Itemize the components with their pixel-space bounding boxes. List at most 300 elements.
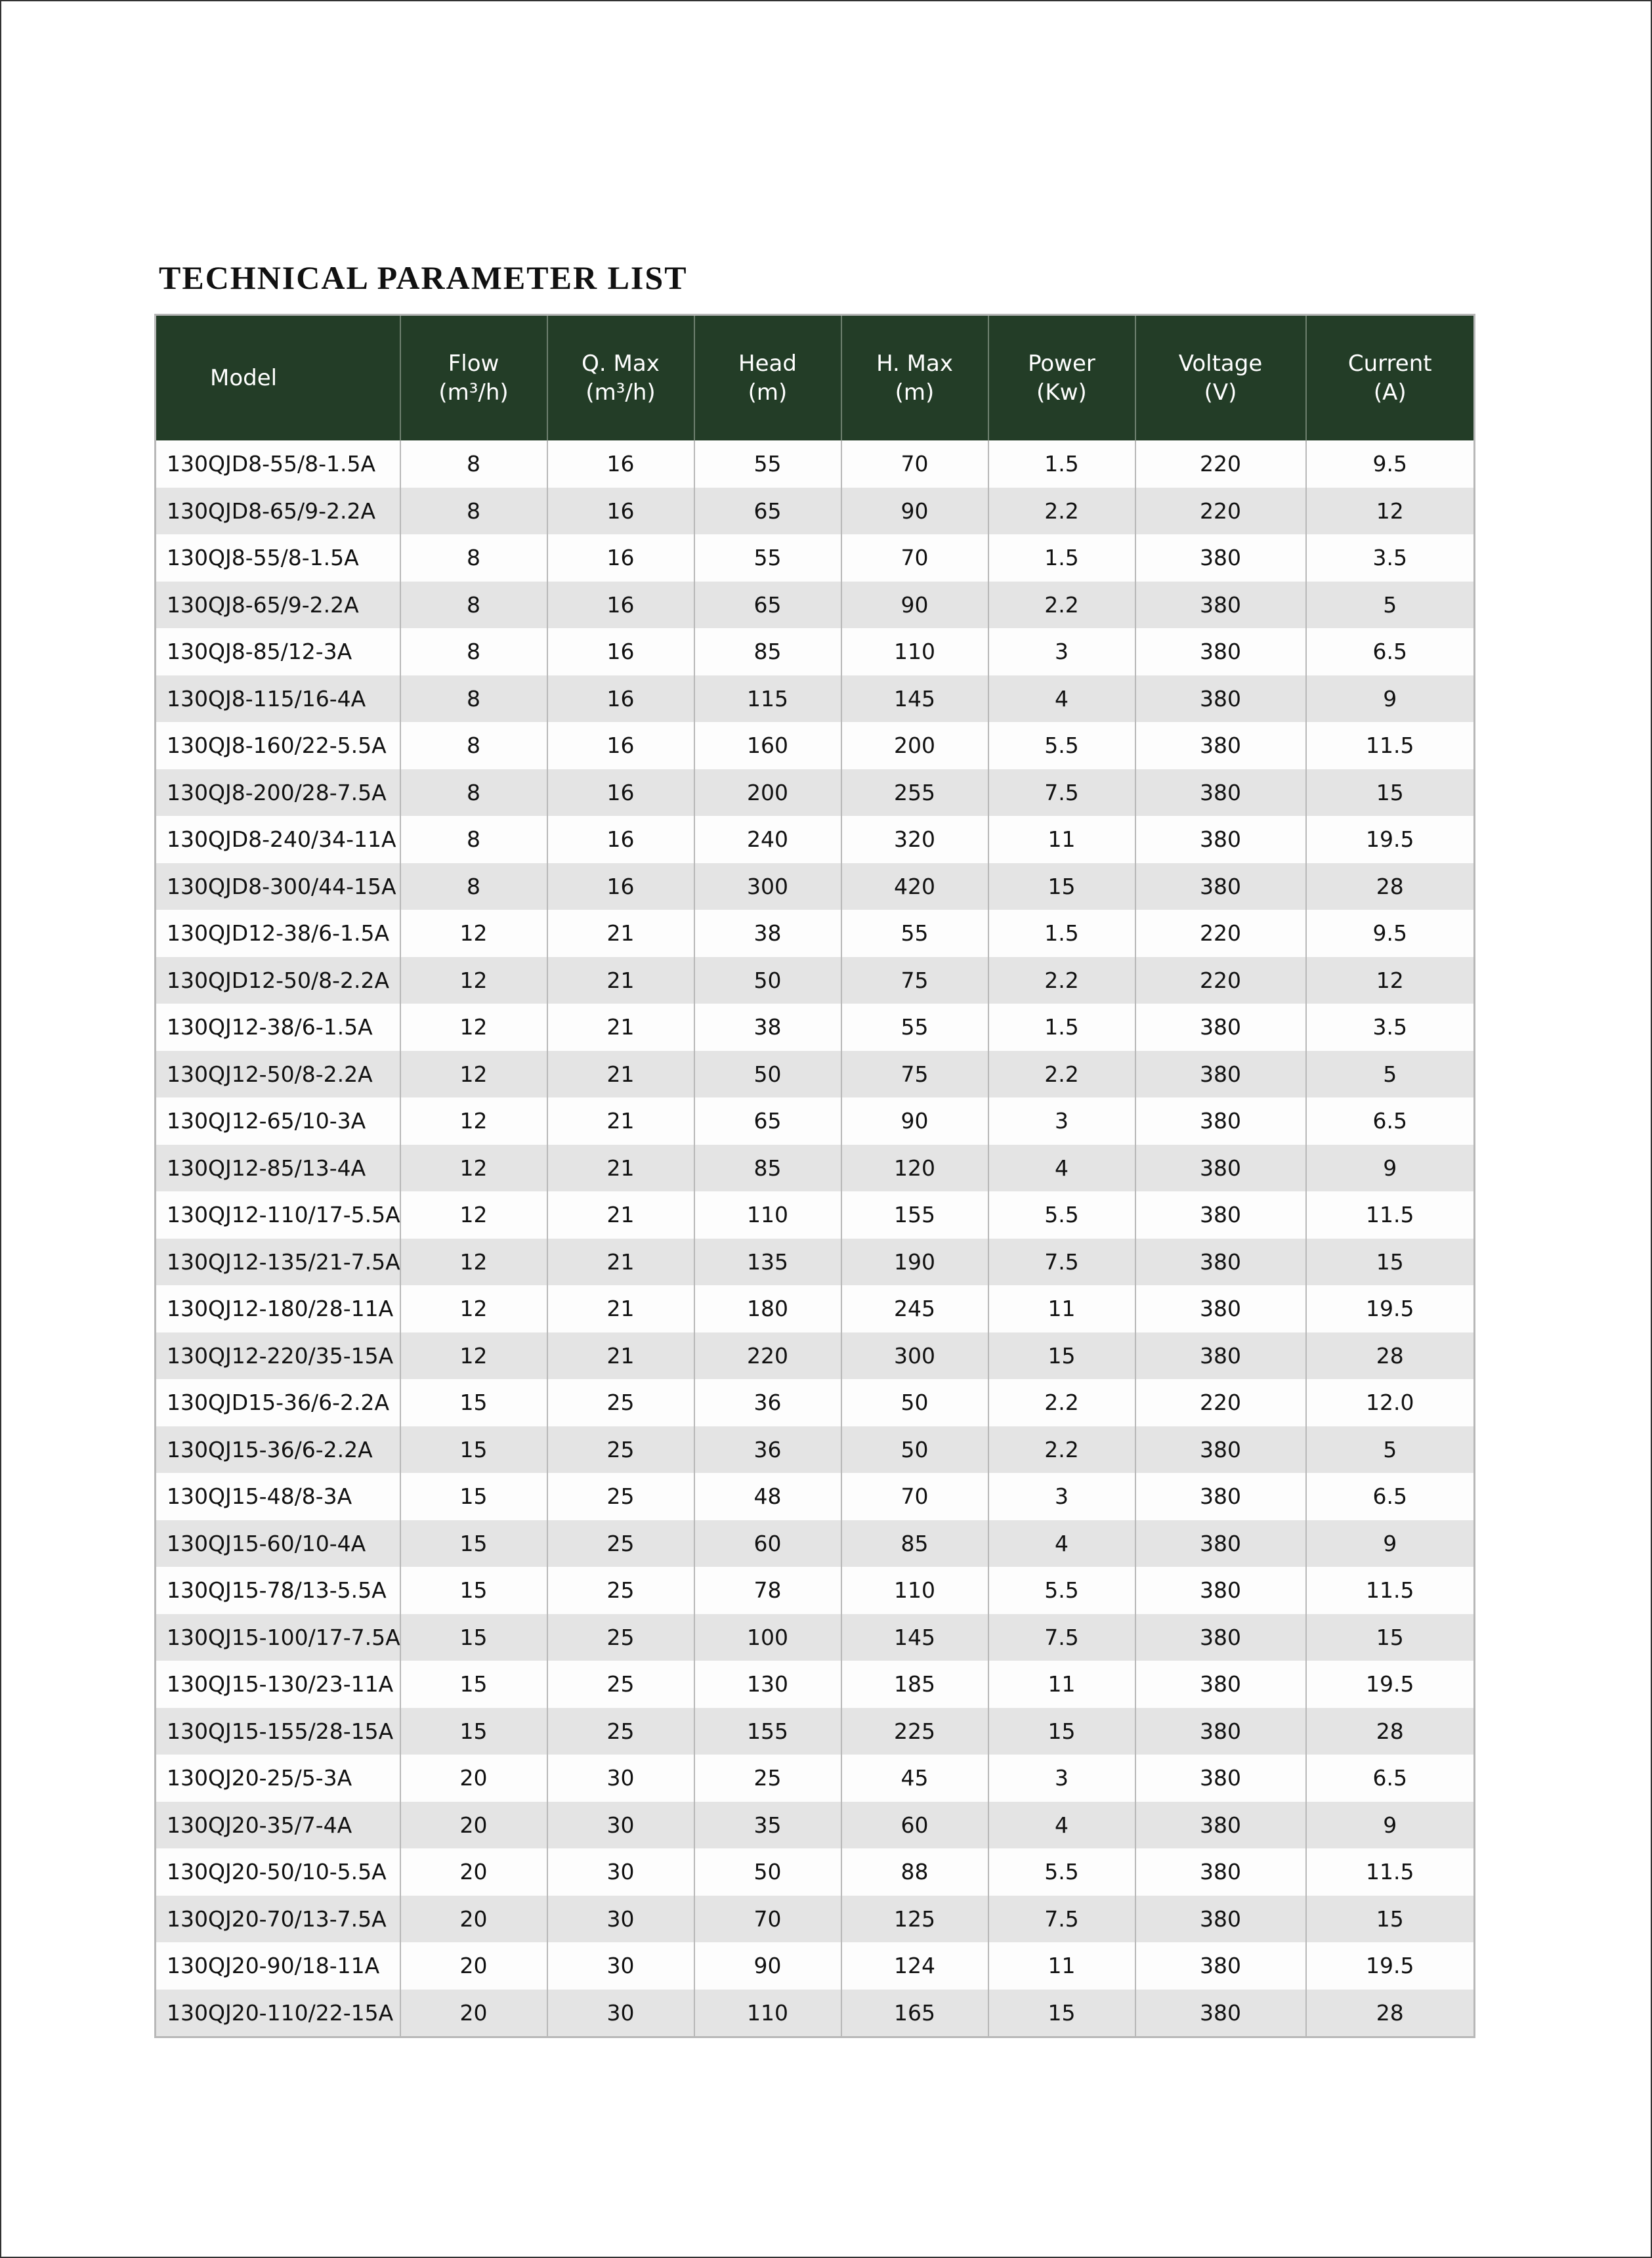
table-row xyxy=(156,1755,1475,1802)
cell-head: 155 xyxy=(694,1708,841,1755)
cell-head: 55 xyxy=(694,440,841,488)
cell-power: 5.5 xyxy=(988,1567,1135,1614)
table-body xyxy=(156,440,1475,2037)
cell-head: 180 xyxy=(694,1285,841,1332)
cell-flow: 12 xyxy=(400,957,547,1004)
cell-q-max: 25 xyxy=(547,1661,694,1708)
cell-power: 3 xyxy=(988,1755,1135,1802)
cell-power: 2.2 xyxy=(988,1379,1135,1426)
cell-current: 11.5 xyxy=(1306,1191,1475,1239)
table-row xyxy=(156,1567,1475,1614)
cell-q-max: 30 xyxy=(547,1848,694,1896)
cell-model: 130QJD12-38/6-1.5A xyxy=(156,910,400,957)
cell-model: 130QJD12-50/8-2.2A xyxy=(156,957,400,1004)
cell-current: 9 xyxy=(1306,1520,1475,1567)
table-row xyxy=(156,910,1475,957)
cell-flow: 15 xyxy=(400,1708,547,1755)
cell-model: 130QJ12-85/13-4A xyxy=(156,1145,400,1192)
cell-power: 1.5 xyxy=(988,1004,1135,1051)
technical-parameter-table xyxy=(154,314,1475,2038)
cell-model: 130QJ20-25/5-3A xyxy=(156,1755,400,1802)
cell-q-max: 16 xyxy=(547,769,694,817)
cell-h-max: 75 xyxy=(841,957,988,1004)
cell-h-max: 75 xyxy=(841,1051,988,1098)
cell-head: 85 xyxy=(694,1145,841,1192)
cell-current: 15 xyxy=(1306,1896,1475,1943)
cell-head: 50 xyxy=(694,1848,841,1896)
cell-power: 7.5 xyxy=(988,769,1135,817)
cell-flow: 8 xyxy=(400,863,547,910)
cell-h-max: 145 xyxy=(841,675,988,723)
cell-model: 130QJ15-78/13-5.5A xyxy=(156,1567,400,1614)
cell-voltage: 380 xyxy=(1135,1614,1306,1661)
cell-power: 1.5 xyxy=(988,440,1135,488)
header-flow: Flow (m³/h) xyxy=(400,315,547,441)
cell-h-max: 165 xyxy=(841,1990,988,2037)
cell-h-max: 120 xyxy=(841,1145,988,1192)
cell-head: 135 xyxy=(694,1239,841,1286)
cell-power: 5.5 xyxy=(988,1848,1135,1896)
cell-power: 2.2 xyxy=(988,957,1135,1004)
table-row xyxy=(156,440,1475,488)
header-voltage: Voltage (V) xyxy=(1135,315,1306,441)
header-h-max: H. Max (m) xyxy=(841,315,988,441)
cell-power: 15 xyxy=(988,863,1135,910)
cell-head: 60 xyxy=(694,1520,841,1567)
cell-head: 240 xyxy=(694,816,841,863)
cell-q-max: 21 xyxy=(547,1004,694,1051)
cell-head: 38 xyxy=(694,910,841,957)
cell-current: 9 xyxy=(1306,1145,1475,1192)
cell-q-max: 21 xyxy=(547,1051,694,1098)
cell-h-max: 50 xyxy=(841,1426,988,1474)
header-power: Power (Kw) xyxy=(988,315,1135,441)
cell-power: 3 xyxy=(988,1097,1135,1145)
cell-power: 1.5 xyxy=(988,910,1135,957)
cell-model: 130QJ20-50/10-5.5A xyxy=(156,1848,400,1896)
cell-voltage: 380 xyxy=(1135,1426,1306,1474)
cell-q-max: 30 xyxy=(547,1990,694,2037)
cell-flow: 20 xyxy=(400,1848,547,1896)
cell-h-max: 110 xyxy=(841,628,988,675)
table-row xyxy=(156,1285,1475,1332)
cell-current: 28 xyxy=(1306,1708,1475,1755)
cell-h-max: 110 xyxy=(841,1567,988,1614)
table-row xyxy=(156,488,1475,535)
cell-q-max: 16 xyxy=(547,440,694,488)
cell-model: 130QJ20-35/7-4A xyxy=(156,1802,400,1849)
table-row xyxy=(156,1332,1475,1380)
cell-q-max: 16 xyxy=(547,628,694,675)
cell-flow: 12 xyxy=(400,1285,547,1332)
cell-flow: 15 xyxy=(400,1567,547,1614)
cell-flow: 12 xyxy=(400,1004,547,1051)
cell-head: 36 xyxy=(694,1379,841,1426)
table-row xyxy=(156,1661,1475,1708)
cell-voltage: 380 xyxy=(1135,1332,1306,1380)
cell-h-max: 125 xyxy=(841,1896,988,1943)
cell-voltage: 380 xyxy=(1135,675,1306,723)
cell-head: 65 xyxy=(694,582,841,629)
cell-model: 130QJ20-70/13-7.5A xyxy=(156,1896,400,1943)
cell-power: 15 xyxy=(988,1332,1135,1380)
cell-power: 7.5 xyxy=(988,1239,1135,1286)
header-head: Head (m) xyxy=(694,315,841,441)
cell-model: 130QJ20-110/22-15A xyxy=(156,1990,400,2037)
cell-power: 2.2 xyxy=(988,488,1135,535)
cell-model: 130QJ8-65/9-2.2A xyxy=(156,582,400,629)
cell-power: 15 xyxy=(988,1990,1135,2037)
cell-flow: 8 xyxy=(400,675,547,723)
cell-power: 11 xyxy=(988,816,1135,863)
cell-flow: 12 xyxy=(400,1145,547,1192)
cell-current: 9 xyxy=(1306,675,1475,723)
cell-flow: 8 xyxy=(400,722,547,769)
cell-q-max: 21 xyxy=(547,1285,694,1332)
cell-current: 28 xyxy=(1306,863,1475,910)
cell-q-max: 25 xyxy=(547,1614,694,1661)
cell-model: 130QJ12-110/17-5.5A xyxy=(156,1191,400,1239)
cell-model: 130QJD8-55/8-1.5A xyxy=(156,440,400,488)
table-row xyxy=(156,1614,1475,1661)
cell-current: 6.5 xyxy=(1306,1473,1475,1520)
cell-power: 2.2 xyxy=(988,1426,1135,1474)
cell-power: 3 xyxy=(988,1473,1135,1520)
cell-head: 160 xyxy=(694,722,841,769)
cell-q-max: 21 xyxy=(547,1145,694,1192)
cell-flow: 15 xyxy=(400,1473,547,1520)
cell-power: 5.5 xyxy=(988,1191,1135,1239)
header-current: Current (A) xyxy=(1306,315,1475,441)
cell-current: 6.5 xyxy=(1306,628,1475,675)
table-row xyxy=(156,675,1475,723)
cell-voltage: 380 xyxy=(1135,1942,1306,1990)
cell-current: 11.5 xyxy=(1306,722,1475,769)
cell-voltage: 380 xyxy=(1135,1285,1306,1332)
cell-q-max: 16 xyxy=(547,863,694,910)
cell-flow: 20 xyxy=(400,1990,547,2037)
cell-flow: 12 xyxy=(400,1051,547,1098)
cell-current: 3.5 xyxy=(1306,1004,1475,1051)
cell-flow: 12 xyxy=(400,1097,547,1145)
cell-voltage: 380 xyxy=(1135,1097,1306,1145)
cell-head: 220 xyxy=(694,1332,841,1380)
cell-head: 85 xyxy=(694,628,841,675)
cell-voltage: 380 xyxy=(1135,863,1306,910)
cell-flow: 15 xyxy=(400,1520,547,1567)
table-row xyxy=(156,1191,1475,1239)
cell-current: 19.5 xyxy=(1306,1661,1475,1708)
table-row xyxy=(156,1004,1475,1051)
cell-q-max: 25 xyxy=(547,1426,694,1474)
cell-q-max: 16 xyxy=(547,675,694,723)
cell-h-max: 190 xyxy=(841,1239,988,1286)
cell-current: 11.5 xyxy=(1306,1567,1475,1614)
cell-current: 15 xyxy=(1306,1239,1475,1286)
cell-model: 130QJ12-220/35-15A xyxy=(156,1332,400,1380)
cell-flow: 15 xyxy=(400,1379,547,1426)
cell-power: 11 xyxy=(988,1285,1135,1332)
table-row xyxy=(156,769,1475,817)
cell-h-max: 90 xyxy=(841,582,988,629)
cell-head: 100 xyxy=(694,1614,841,1661)
cell-model: 130QJ15-48/8-3A xyxy=(156,1473,400,1520)
table-row xyxy=(156,1426,1475,1474)
cell-q-max: 25 xyxy=(547,1379,694,1426)
cell-head: 300 xyxy=(694,863,841,910)
cell-model: 130QJ8-115/16-4A xyxy=(156,675,400,723)
cell-current: 5 xyxy=(1306,582,1475,629)
cell-model: 130QJ20-90/18-11A xyxy=(156,1942,400,1990)
cell-model: 130QJ15-155/28-15A xyxy=(156,1708,400,1755)
cell-head: 50 xyxy=(694,957,841,1004)
cell-head: 130 xyxy=(694,1661,841,1708)
cell-power: 4 xyxy=(988,1520,1135,1567)
cell-current: 9 xyxy=(1306,1802,1475,1849)
cell-q-max: 21 xyxy=(547,1239,694,1286)
cell-h-max: 45 xyxy=(841,1755,988,1802)
cell-h-max: 90 xyxy=(841,1097,988,1145)
cell-voltage: 380 xyxy=(1135,1191,1306,1239)
cell-head: 35 xyxy=(694,1802,841,1849)
cell-q-max: 16 xyxy=(547,582,694,629)
cell-q-max: 25 xyxy=(547,1567,694,1614)
table-row xyxy=(156,1379,1475,1426)
cell-current: 12 xyxy=(1306,488,1475,535)
cell-flow: 8 xyxy=(400,440,547,488)
cell-voltage: 380 xyxy=(1135,1239,1306,1286)
cell-current: 19.5 xyxy=(1306,816,1475,863)
table-row xyxy=(156,816,1475,863)
cell-h-max: 60 xyxy=(841,1802,988,1849)
cell-q-max: 16 xyxy=(547,488,694,535)
cell-voltage: 380 xyxy=(1135,816,1306,863)
cell-current: 19.5 xyxy=(1306,1942,1475,1990)
cell-flow: 8 xyxy=(400,534,547,582)
cell-current: 9.5 xyxy=(1306,440,1475,488)
cell-voltage: 220 xyxy=(1135,488,1306,535)
table-row xyxy=(156,534,1475,582)
cell-voltage: 220 xyxy=(1135,910,1306,957)
cell-voltage: 380 xyxy=(1135,1051,1306,1098)
cell-h-max: 70 xyxy=(841,534,988,582)
cell-voltage: 380 xyxy=(1135,1473,1306,1520)
cell-q-max: 30 xyxy=(547,1896,694,1943)
cell-flow: 8 xyxy=(400,582,547,629)
cell-h-max: 85 xyxy=(841,1520,988,1567)
table-row xyxy=(156,1848,1475,1896)
cell-model: 130QJ12-50/8-2.2A xyxy=(156,1051,400,1098)
cell-q-max: 21 xyxy=(547,1097,694,1145)
cell-voltage: 220 xyxy=(1135,957,1306,1004)
cell-voltage: 380 xyxy=(1135,1661,1306,1708)
cell-flow: 12 xyxy=(400,1332,547,1380)
cell-q-max: 16 xyxy=(547,534,694,582)
cell-q-max: 21 xyxy=(547,1191,694,1239)
cell-voltage: 220 xyxy=(1135,440,1306,488)
cell-head: 115 xyxy=(694,675,841,723)
cell-voltage: 380 xyxy=(1135,1990,1306,2037)
cell-power: 4 xyxy=(988,675,1135,723)
cell-current: 5 xyxy=(1306,1426,1475,1474)
cell-flow: 20 xyxy=(400,1802,547,1849)
cell-model: 130QJ12-65/10-3A xyxy=(156,1097,400,1145)
cell-model: 130QJ15-60/10-4A xyxy=(156,1520,400,1567)
cell-model: 130QJD8-65/9-2.2A xyxy=(156,488,400,535)
table-row xyxy=(156,582,1475,629)
cell-head: 65 xyxy=(694,1097,841,1145)
cell-q-max: 25 xyxy=(547,1708,694,1755)
cell-h-max: 50 xyxy=(841,1379,988,1426)
cell-q-max: 30 xyxy=(547,1942,694,1990)
cell-q-max: 30 xyxy=(547,1802,694,1849)
cell-head: 65 xyxy=(694,488,841,535)
cell-q-max: 25 xyxy=(547,1473,694,1520)
cell-voltage: 380 xyxy=(1135,582,1306,629)
cell-q-max: 21 xyxy=(547,910,694,957)
cell-power: 7.5 xyxy=(988,1896,1135,1943)
cell-voltage: 380 xyxy=(1135,1848,1306,1896)
cell-model: 130QJD8-300/44-15A xyxy=(156,863,400,910)
cell-current: 12 xyxy=(1306,957,1475,1004)
cell-power: 15 xyxy=(988,1708,1135,1755)
cell-current: 12.0 xyxy=(1306,1379,1475,1426)
table-row xyxy=(156,1145,1475,1192)
cell-current: 28 xyxy=(1306,1990,1475,2037)
header-q-max: Q. Max (m³/h) xyxy=(547,315,694,441)
cell-head: 38 xyxy=(694,1004,841,1051)
cell-voltage: 380 xyxy=(1135,722,1306,769)
cell-current: 11.5 xyxy=(1306,1848,1475,1896)
cell-h-max: 420 xyxy=(841,863,988,910)
cell-h-max: 185 xyxy=(841,1661,988,1708)
table-row xyxy=(156,1239,1475,1286)
table-row xyxy=(156,1473,1475,1520)
cell-flow: 12 xyxy=(400,910,547,957)
cell-h-max: 320 xyxy=(841,816,988,863)
cell-voltage: 380 xyxy=(1135,1567,1306,1614)
cell-h-max: 155 xyxy=(841,1191,988,1239)
table-row xyxy=(156,1051,1475,1098)
cell-head: 36 xyxy=(694,1426,841,1474)
cell-power: 3 xyxy=(988,628,1135,675)
cell-flow: 15 xyxy=(400,1426,547,1474)
cell-h-max: 300 xyxy=(841,1332,988,1380)
cell-current: 3.5 xyxy=(1306,534,1475,582)
cell-flow: 8 xyxy=(400,628,547,675)
cell-h-max: 255 xyxy=(841,769,988,817)
cell-flow: 20 xyxy=(400,1755,547,1802)
cell-power: 7.5 xyxy=(988,1614,1135,1661)
table-row xyxy=(156,628,1475,675)
cell-voltage: 380 xyxy=(1135,1896,1306,1943)
cell-current: 9.5 xyxy=(1306,910,1475,957)
cell-voltage: 380 xyxy=(1135,1755,1306,1802)
cell-q-max: 16 xyxy=(547,816,694,863)
cell-h-max: 55 xyxy=(841,1004,988,1051)
cell-h-max: 55 xyxy=(841,910,988,957)
cell-model: 130QJ15-100/17-7.5A xyxy=(156,1614,400,1661)
cell-head: 48 xyxy=(694,1473,841,1520)
cell-power: 11 xyxy=(988,1942,1135,1990)
cell-voltage: 380 xyxy=(1135,769,1306,817)
table-row xyxy=(156,863,1475,910)
cell-flow: 8 xyxy=(400,488,547,535)
cell-voltage: 220 xyxy=(1135,1379,1306,1426)
cell-h-max: 225 xyxy=(841,1708,988,1755)
cell-flow: 8 xyxy=(400,769,547,817)
cell-flow: 8 xyxy=(400,816,547,863)
cell-q-max: 21 xyxy=(547,957,694,1004)
page-title: TECHNICAL PARAMETER LIST xyxy=(159,259,688,296)
cell-head: 200 xyxy=(694,769,841,817)
cell-voltage: 380 xyxy=(1135,1520,1306,1567)
cell-model: 130QJ12-135/21-7.5A xyxy=(156,1239,400,1286)
cell-voltage: 380 xyxy=(1135,534,1306,582)
header-model: Model xyxy=(156,315,400,441)
cell-model: 130QJ8-200/28-7.5A xyxy=(156,769,400,817)
cell-flow: 15 xyxy=(400,1614,547,1661)
cell-model: 130QJ15-36/6-2.2A xyxy=(156,1426,400,1474)
cell-h-max: 145 xyxy=(841,1614,988,1661)
cell-power: 4 xyxy=(988,1802,1135,1849)
cell-q-max: 30 xyxy=(547,1755,694,1802)
table-row xyxy=(156,1990,1475,2037)
cell-current: 28 xyxy=(1306,1332,1475,1380)
cell-voltage: 380 xyxy=(1135,1802,1306,1849)
cell-current: 6.5 xyxy=(1306,1755,1475,1802)
cell-h-max: 90 xyxy=(841,488,988,535)
cell-current: 15 xyxy=(1306,769,1475,817)
table-row xyxy=(156,957,1475,1004)
table-row xyxy=(156,1520,1475,1567)
table-row xyxy=(156,1896,1475,1943)
cell-head: 50 xyxy=(694,1051,841,1098)
cell-h-max: 70 xyxy=(841,1473,988,1520)
cell-flow: 12 xyxy=(400,1239,547,1286)
cell-current: 5 xyxy=(1306,1051,1475,1098)
table-row xyxy=(156,722,1475,769)
cell-model: 130QJ8-55/8-1.5A xyxy=(156,534,400,582)
cell-head: 110 xyxy=(694,1191,841,1239)
cell-power: 2.2 xyxy=(988,582,1135,629)
cell-head: 90 xyxy=(694,1942,841,1990)
cell-current: 15 xyxy=(1306,1614,1475,1661)
cell-h-max: 245 xyxy=(841,1285,988,1332)
cell-head: 55 xyxy=(694,534,841,582)
table-row xyxy=(156,1708,1475,1755)
cell-model: 130QJ15-130/23-11A xyxy=(156,1661,400,1708)
cell-flow: 20 xyxy=(400,1896,547,1943)
cell-q-max: 16 xyxy=(547,722,694,769)
table-row xyxy=(156,1097,1475,1145)
cell-head: 25 xyxy=(694,1755,841,1802)
cell-model: 130QJ8-160/22-5.5A xyxy=(156,722,400,769)
cell-head: 110 xyxy=(694,1990,841,2037)
cell-flow: 12 xyxy=(400,1191,547,1239)
cell-q-max: 25 xyxy=(547,1520,694,1567)
table-row xyxy=(156,1802,1475,1849)
table-header-row xyxy=(156,315,1475,441)
cell-head: 78 xyxy=(694,1567,841,1614)
cell-current: 6.5 xyxy=(1306,1097,1475,1145)
cell-flow: 20 xyxy=(400,1942,547,1990)
table-row xyxy=(156,1942,1475,1990)
cell-h-max: 70 xyxy=(841,440,988,488)
cell-model: 130QJD15-36/6-2.2A xyxy=(156,1379,400,1426)
cell-model: 130QJ12-38/6-1.5A xyxy=(156,1004,400,1051)
cell-model: 130QJD8-240/34-11A xyxy=(156,816,400,863)
